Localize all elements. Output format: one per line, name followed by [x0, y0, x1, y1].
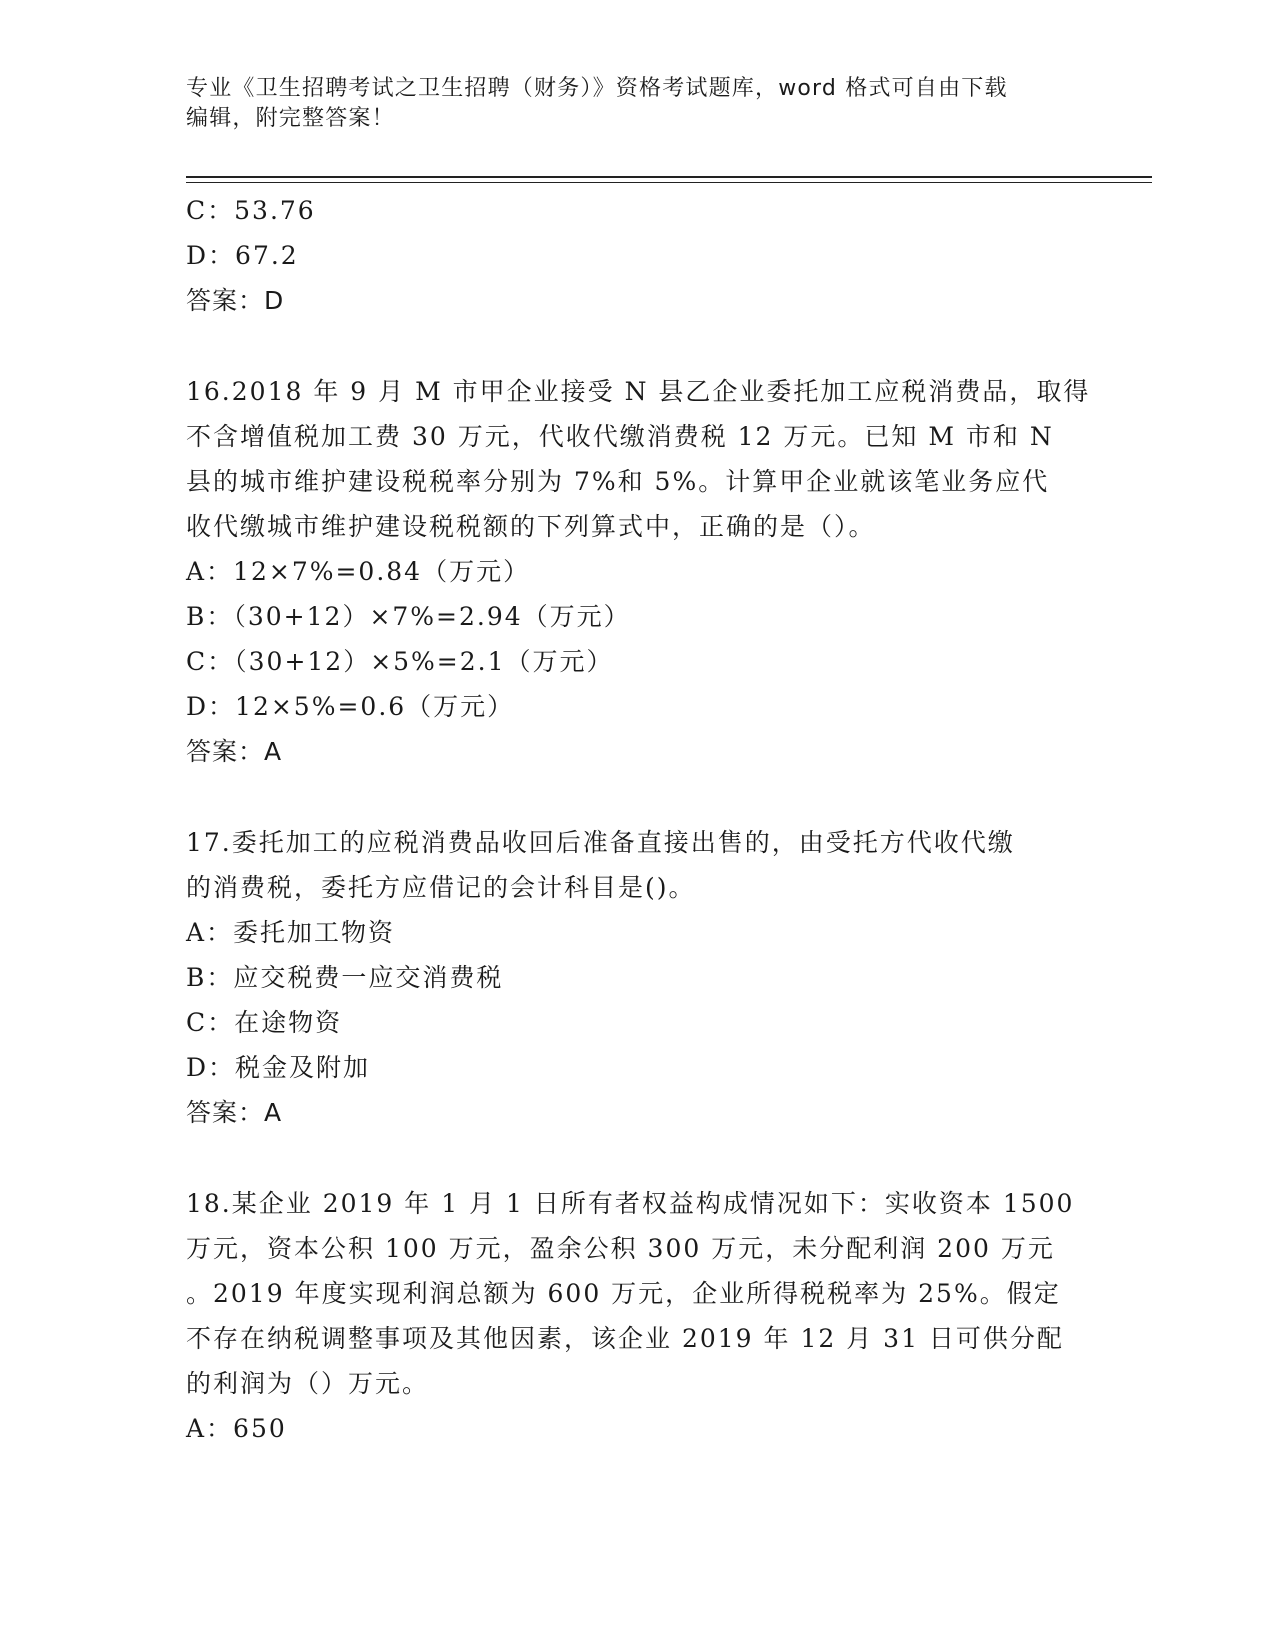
spacer — [186, 774, 1086, 820]
document-body — [186, 188, 1091, 1451]
question-18 — [186, 1181, 1086, 1451]
question-text-line: 不存在纳税调整事项及其他因素，该企业 2019 年 12 月 31 日可供分配 — [186, 1324, 1064, 1353]
option-d: D：67.2 — [186, 241, 299, 270]
option-d: D：税金及附加 — [186, 1053, 371, 1082]
header-line-1: 专业《卫生招聘考试之卫生招聘（财务）》资格考试题库，word 格式可自由下载 — [186, 76, 1008, 101]
document-header — [186, 74, 1066, 134]
question-text-line: 18.某企业 2019 年 1 月 1 日所有者权益构成情况如下：实收资本 1500 — [186, 1189, 1075, 1218]
header-divider-thin — [186, 182, 1152, 183]
question-text-line: 万元，资本公积 100 万元，盈余公积 300 万元，未分配利润 200 万元 — [186, 1234, 1055, 1263]
answer-line: 答案：A — [186, 737, 283, 766]
question-text-line: 的利润为（）万元。 — [186, 1369, 430, 1398]
spacer — [186, 323, 1086, 369]
option-d: D：12×5%=0.6（万元） — [186, 692, 515, 721]
previous-question-tail — [186, 188, 1086, 323]
option-c: C：（30+12）×5%=2.1（万元） — [186, 647, 614, 676]
question-16 — [186, 369, 1091, 774]
answer-line: 答案：D — [186, 286, 285, 315]
option-c: C：53.76 — [186, 196, 316, 225]
question-text-line: 17.委托加工的应税消费品收回后准备直接出售的，由受托方代收代缴 — [186, 828, 1015, 857]
question-text-line: 16.2018 年 9 月 M 市甲企业接受 N 县乙企业委托加工应税消费品，取得 — [186, 377, 1091, 406]
option-b: B：应交税费一应交消费税 — [186, 963, 504, 992]
question-text-line: 县的城市维护建设税税率分别为 7%和 5%。计算甲企业就该笔业务应代 — [186, 467, 1050, 496]
question-text-line: 收代缴城市维护建设税税额的下列算式中，正确的是（）。 — [186, 512, 876, 541]
question-text-line: 。2019 年度实现利润总额为 600 万元，企业所得税税率为 25%。假定 — [186, 1279, 1061, 1308]
question-17 — [186, 820, 1086, 1135]
option-a: A：12×7%=0.84（万元） — [186, 557, 531, 586]
header-divider-thick — [186, 176, 1152, 178]
option-c: C：在途物资 — [186, 1008, 343, 1037]
spacer — [186, 1135, 1086, 1181]
option-a: A：650 — [186, 1414, 287, 1443]
option-a: A：委托加工物资 — [186, 918, 396, 947]
answer-line: 答案：A — [186, 1098, 283, 1127]
question-text-line: 不含增值税加工费 30 万元，代收代缴消费税 12 万元。已知 M 市和 N — [186, 422, 1054, 451]
option-b: B：（30+12）×7%=2.94（万元） — [186, 602, 631, 631]
header-line-2: 编辑，附完整答案！ — [186, 106, 395, 131]
question-text-line: 的消费税，委托方应借记的会计科目是()。 — [186, 873, 696, 902]
